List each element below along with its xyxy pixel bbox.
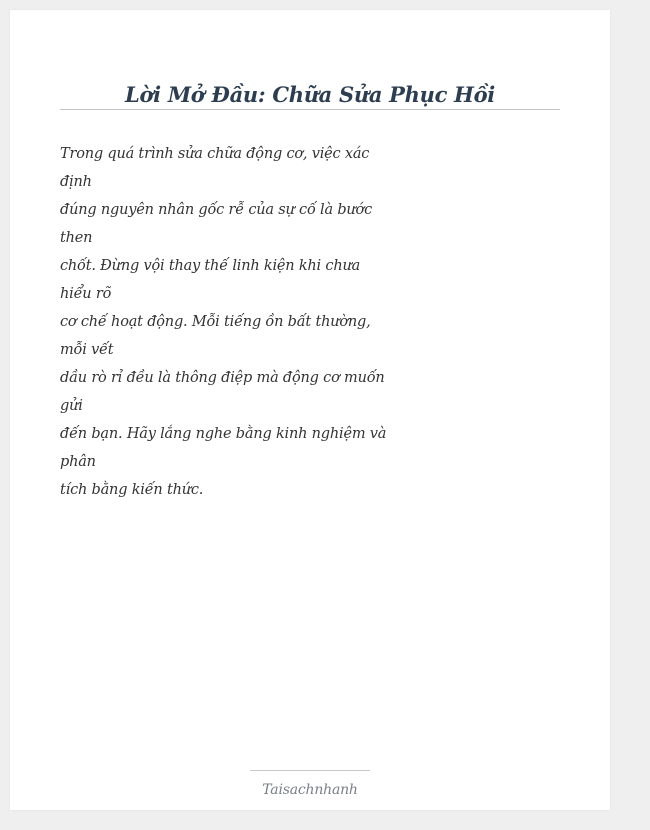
body-line: Trong quá trình sửa chữa động cơ, việc xác bbox=[60, 146, 370, 162]
footer-divider bbox=[250, 770, 370, 771]
body-line: then bbox=[60, 230, 93, 246]
body-line: hiểu rõ bbox=[60, 286, 112, 302]
body-line: tích bằng kiến thức. bbox=[60, 482, 204, 498]
body-line: chốt. Đừng vội thay thế linh kiện khi chưa bbox=[60, 258, 361, 274]
body-line: định bbox=[60, 174, 92, 190]
body-line: đúng nguyên nhân gốc rễ của sự cố là bước bbox=[60, 202, 373, 218]
body-line: gửi bbox=[60, 398, 83, 414]
body-line: phân bbox=[60, 454, 96, 470]
body-line: cơ chế hoạt động. Mỗi tiếng ồn bất thường, bbox=[60, 314, 371, 330]
body-line: dầu rò rỉ đều là thông điệp mà động cơ muốn bbox=[60, 370, 385, 386]
body-line: đến bạn. Hãy lắng nghe bằng kinh nghiệm và bbox=[60, 426, 387, 442]
page-title: Lời Mở Đầu: Chữa Sửa Phục Hồi bbox=[125, 82, 495, 107]
body-paragraph bbox=[60, 140, 387, 504]
title-divider bbox=[60, 109, 560, 110]
footer-brand: Taisachnhanh bbox=[262, 782, 358, 798]
document-page bbox=[10, 10, 610, 810]
body-line: mỗi vết bbox=[60, 342, 114, 358]
